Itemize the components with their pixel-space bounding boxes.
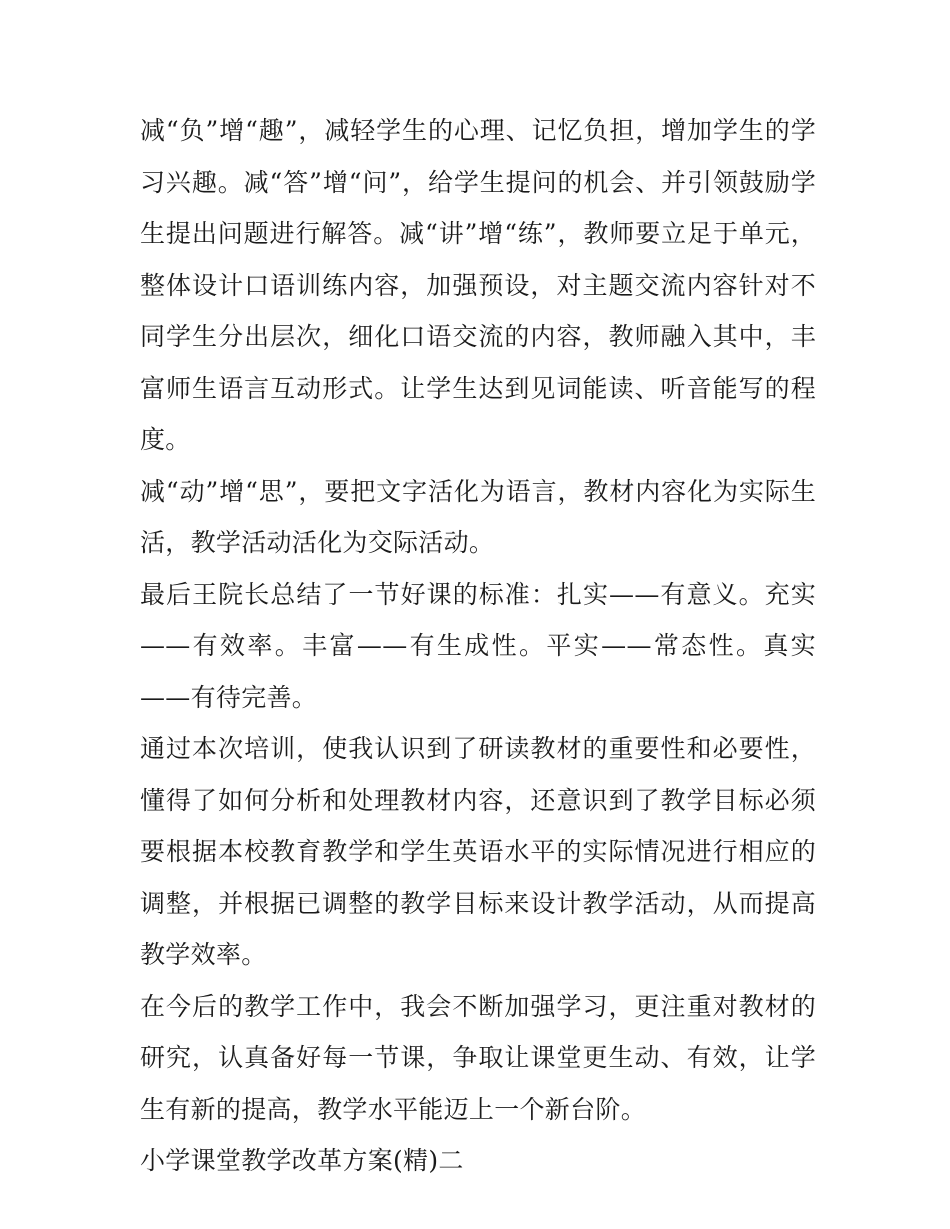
document-body xyxy=(140,105,816,1187)
paragraph-reduce-action: 减“动”增“思”，要把文字活化为语言，教材内容化为实际生活，教学活动活化为交际活动。 xyxy=(140,476,816,557)
paragraph-good-lesson-standards: 最后王院长总结了一节好课的标准：扎实——有意义。充实——有效率。丰富——有生成性。平实——常态性。真实——有待完善。 xyxy=(140,579,816,712)
paragraph-reduce-burden: 减“负”增“趣”，减轻学生的心理、记忆负担，增加学生的学习兴趣。减“答”增“问”，给学生提问的机会、并引领鼓励学生提出问题进行解答。减“讲”增“练”，教师要立足于单元，整体设计口语训练内容，加强预设，对主题交流内容针对不同学生分出层次，细化口语交流的内容，教师融入其中，丰富师生语言互动形式。让学生达到见词能读、听音能写的程度。 xyxy=(140,116,816,454)
paragraph-training-reflection: 通过本次培训，使我认识到了研读教材的重要性和必要性，懂得了如何分析和处理教材内容，还意识到了教学目标必须要根据本校教育教学和学生英语水平的实际情况进行相应的调整，并根据已调整的教学目标来设计教学活动，从而提高教学效率。 xyxy=(140,734,816,969)
section-heading: 小学课堂教学改革方案(精)二 xyxy=(140,1146,464,1175)
paragraph-future-plan: 在今后的教学工作中，我会不断加强学习，更注重对教材的研究，认真备好每一节课，争取让课堂更生动、有效，让学生有新的提高，教学水平能迈上一个新台阶。 xyxy=(140,991,816,1124)
